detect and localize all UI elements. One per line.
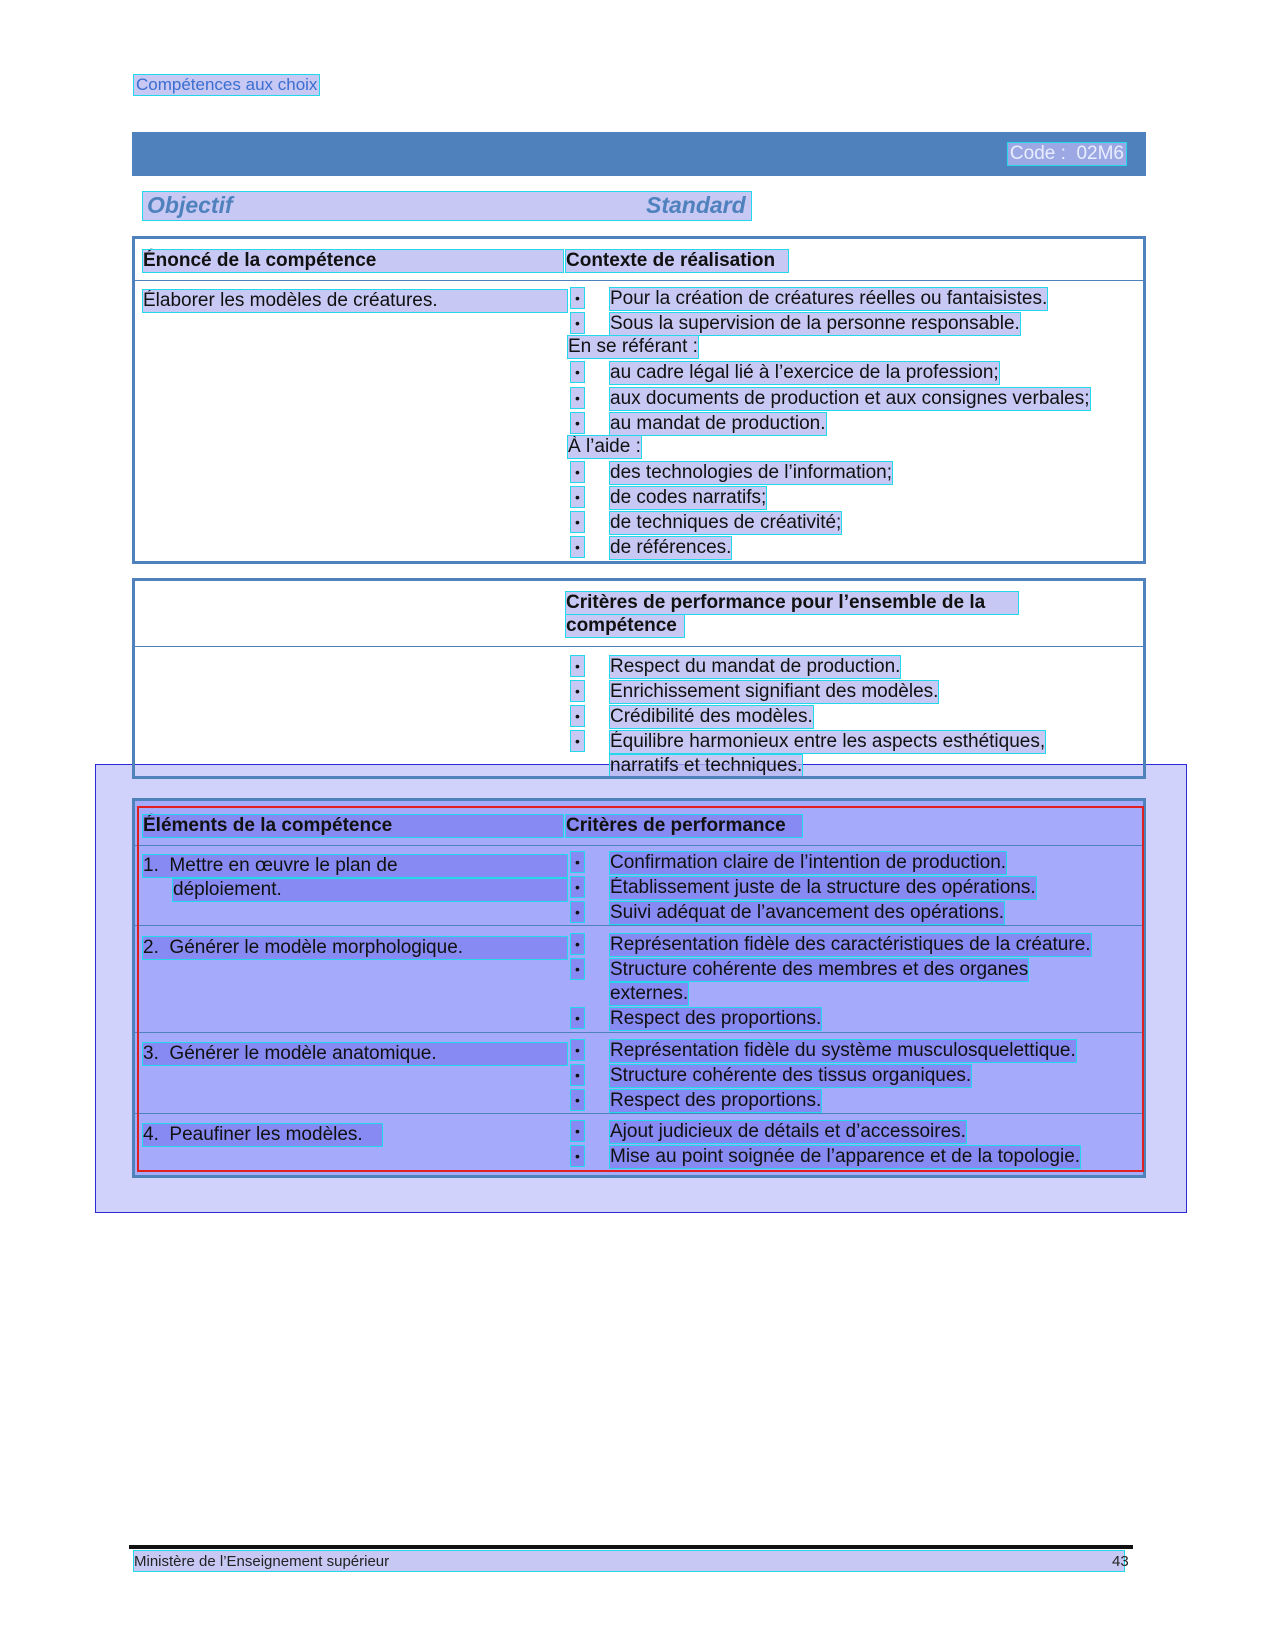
bullet-icon: • (571, 313, 584, 333)
bullet-icon: • (571, 852, 584, 872)
bullet-icon: • (571, 1090, 584, 1110)
footer-ministry: Ministère de l’Enseignement supérieur (134, 1553, 390, 1570)
bullet-icon: • (571, 1065, 584, 1085)
performance-criterion: Respect des proportions. (610, 1008, 822, 1029)
code-value: 02M6 (1076, 143, 1124, 164)
bullet-icon: • (571, 706, 584, 726)
bullet-icon: • (571, 1008, 584, 1028)
context-item: au mandat de production. (610, 413, 826, 434)
element-number: 1. (143, 855, 159, 876)
element-label-continuation: déploiement. (173, 879, 567, 901)
bullet-icon: • (571, 362, 584, 382)
bullet-icon: • (571, 1121, 584, 1141)
bullet-icon: • (571, 902, 584, 922)
element-label: Générer le modèle anatomique. (169, 1043, 437, 1064)
bullet-icon: • (571, 656, 584, 676)
criteria-header: Critères de performance (566, 815, 802, 837)
performance-criterion: Structure cohérente des tissus organiques. (610, 1065, 972, 1086)
elements-header: Éléments de la compétence (143, 815, 563, 837)
element-label: Générer le modèle morphologique. (169, 937, 464, 958)
global-criterion-continuation: narratifs et techniques. (610, 755, 803, 776)
performance-criterion: Structure cohérente des membres et des organes (610, 959, 1029, 980)
bullet-icon: • (571, 537, 584, 557)
context-item: de codes narratifs; (610, 487, 767, 508)
performance-criterion: Suivi adéquat de l’avancement des opérations. (610, 902, 1004, 923)
program-code (1008, 143, 1126, 165)
context-item: Sous la supervision de la personne responsable. (610, 313, 1020, 334)
context-intro-referant: En se référant : (568, 336, 698, 357)
context-header: Contexte de réalisation (566, 250, 788, 272)
performance-criterion: Respect des proportions. (610, 1090, 822, 1111)
code-label: Code : (1009, 143, 1066, 164)
page-number: 43 (1112, 1553, 1129, 1570)
context-item: de techniques de créativité; (610, 512, 842, 533)
global-criterion: Enrichissement signifiant des modèles. (610, 681, 939, 702)
element-number: 2. (143, 937, 159, 958)
code-bar (132, 132, 1146, 176)
performance-criterion: Confirmation claire de l’intention de production. (610, 852, 1007, 873)
element-3 (143, 1043, 567, 1065)
bullet-icon: • (571, 877, 584, 897)
global-criterion: Équilibre harmonieux entre les aspects esthétiques, (610, 731, 1046, 752)
bullet-icon: • (571, 462, 584, 482)
context-item: des technologies de l’information; (610, 462, 893, 483)
element-number: 4. (143, 1124, 159, 1145)
bullet-icon: • (571, 959, 584, 979)
global-criteria-header-line1: Critères de performance pour l’ensemble de la (566, 592, 1018, 614)
bullet-icon: • (571, 388, 584, 408)
bullet-icon: • (571, 1146, 584, 1166)
context-item: Pour la création de créatures réelles ou fantaisistes. (610, 288, 1048, 309)
global-criterion: Crédibilité des modèles. (610, 706, 813, 727)
bullet-icon: • (571, 934, 584, 954)
bullet-icon: • (571, 487, 584, 507)
element-1 (143, 855, 567, 877)
table-global-criteria-border (132, 578, 1146, 779)
performance-criterion: Mise au point soignée de l’apparence et de la topologie. (610, 1146, 1081, 1167)
element-number: 3. (143, 1043, 159, 1064)
objective-label: Objectif (147, 192, 233, 218)
bullet-icon: • (571, 731, 584, 751)
bullet-icon: • (571, 288, 584, 308)
bullet-icon: • (571, 681, 584, 701)
context-item: au cadre légal lié à l’exercice de la profession; (610, 362, 999, 383)
element-label: Mettre en œuvre le plan de (169, 855, 398, 876)
running-title: Compétences aux choix (136, 75, 318, 94)
footer-rule (129, 1545, 1133, 1549)
element-4 (143, 1124, 382, 1146)
element-label: Peaufiner les modèles. (169, 1124, 363, 1145)
context-intro-aide: À l’aide : (568, 436, 641, 457)
bullet-icon: • (571, 512, 584, 532)
standard-label: Standard (646, 192, 746, 218)
table-divider (134, 280, 1144, 281)
global-criteria-header-line2: compétence (566, 615, 684, 637)
bullet-icon: • (571, 1040, 584, 1060)
performance-criterion: Établissement juste de la structure des opérations. (610, 877, 1036, 898)
column-labels (143, 192, 751, 220)
performance-criterion: Représentation fidèle du système musculosquelettique. (610, 1040, 1076, 1061)
performance-criterion: Représentation fidèle des caractéristiques de la créature. (610, 934, 1091, 955)
context-item: aux documents de production et aux consignes verbales; (610, 388, 1090, 409)
global-criterion: Respect du mandat de production. (610, 656, 901, 677)
bullet-icon: • (571, 413, 584, 433)
performance-criterion: Ajout judicieux de détails et d’accessoires. (610, 1121, 966, 1142)
context-item: de références. (610, 537, 732, 558)
competence-statement: Élaborer les modèles de créatures. (143, 290, 567, 312)
statement-header: Énoncé de la compétence (143, 250, 563, 272)
performance-criterion-continuation: externes. (610, 983, 689, 1004)
element-2 (143, 937, 567, 959)
